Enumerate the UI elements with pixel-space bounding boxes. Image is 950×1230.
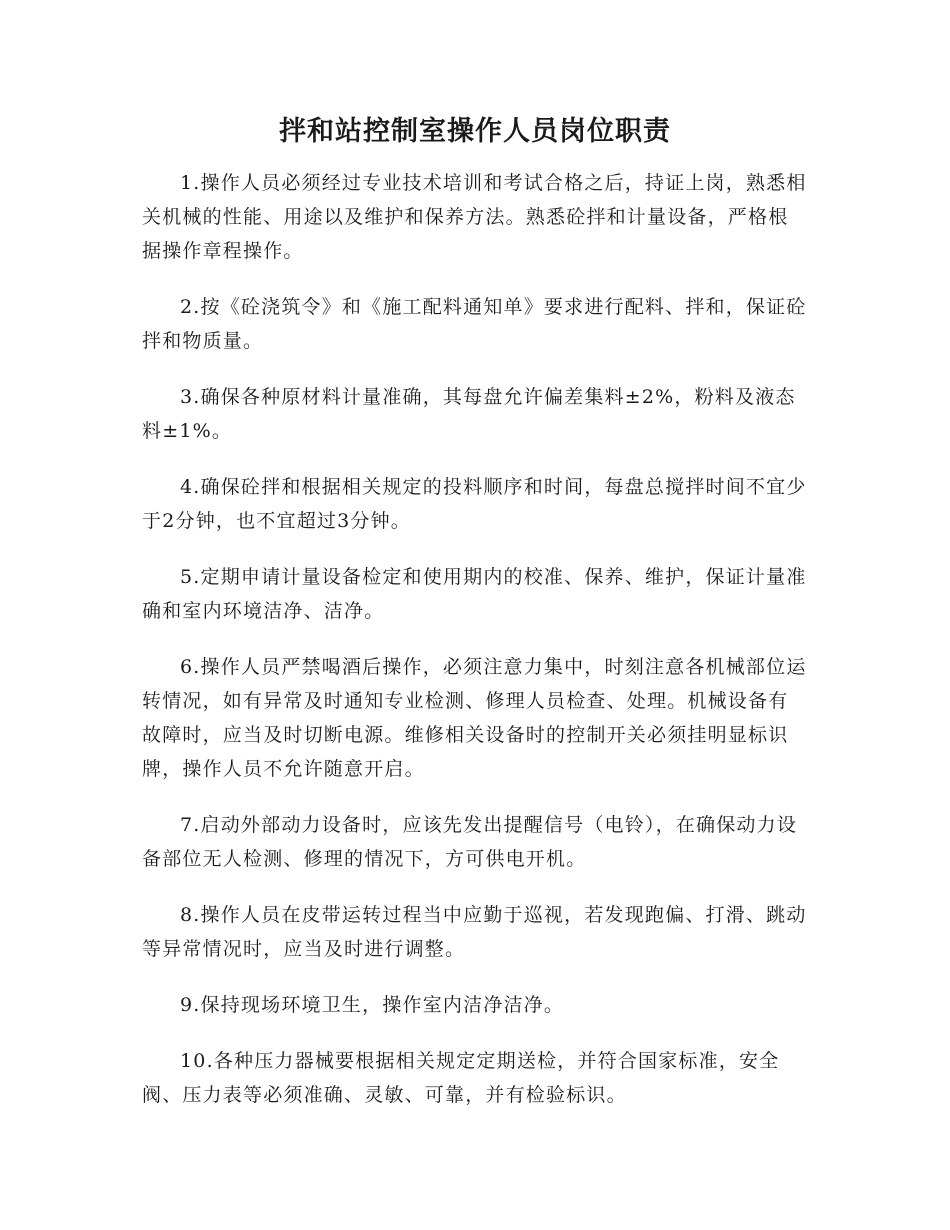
document-body: [142, 166, 808, 1134]
paragraph-2: 2.按《砼浇筑令》和《施工配料通知单》要求进行配料、拌和，保证砼拌和物质量。: [142, 296, 807, 352]
paragraph-1: 1.操作人员必须经过专业技术培训和考试合格之后，持证上岗，熟悉相关机械的性能、用途以及维护和保养方法。熟悉砼拌和计量设备，严格根据操作章程操作。: [142, 172, 807, 262]
paragraph-10: 10.各种压力器械要根据相关规定定期送检，并符合国家标准，安全阀、压力表等必须准确、灵敏、可靠，并有检验标识。: [142, 1050, 780, 1106]
paragraph-6: 6.操作人员严禁喝酒后操作，必须注意力集中，时刻注意各机械部位运转情况，如有异常及时通知专业检测、修理人员检查、处理。机械设备有故障时，应当及时切断电源。维修相关设备时的控制开关必须挂明显标识牌，操作人员不允许随意开启。: [142, 656, 807, 780]
paragraph-9: 9.保持现场环境卫生，操作室内洁净洁净。: [180, 994, 565, 1016]
page-title: 拌和站控制室操作人员岗位职责: [279, 116, 671, 147]
paragraph-5: 5.定期申请计量设备检定和使用期内的校准、保养、维护，保证计量准确和室内环境洁净、洁净。: [142, 566, 807, 622]
paragraph-4: 4.确保砼拌和根据相关规定的投料顺序和时间，每盘总搅拌时间不宜少于2分钟，也不宜超过3分钟。: [142, 476, 807, 532]
paragraph-3: 3.确保各种原材料计量准确，其每盘允许偏差集料±2%，粉料及液态料±1%。: [142, 386, 796, 442]
paragraph-7: 7.启动外部动力设备时，应该先发出提醒信号（电铃），在确保动力设备部位无人检测、修理的情况下，方可供电开机。: [142, 814, 798, 870]
paragraph-8: 8.操作人员在皮带运转过程当中应勤于巡视，若发现跑偏、打滑、跳动等异常情况时，应当及时进行调整。: [142, 904, 807, 960]
